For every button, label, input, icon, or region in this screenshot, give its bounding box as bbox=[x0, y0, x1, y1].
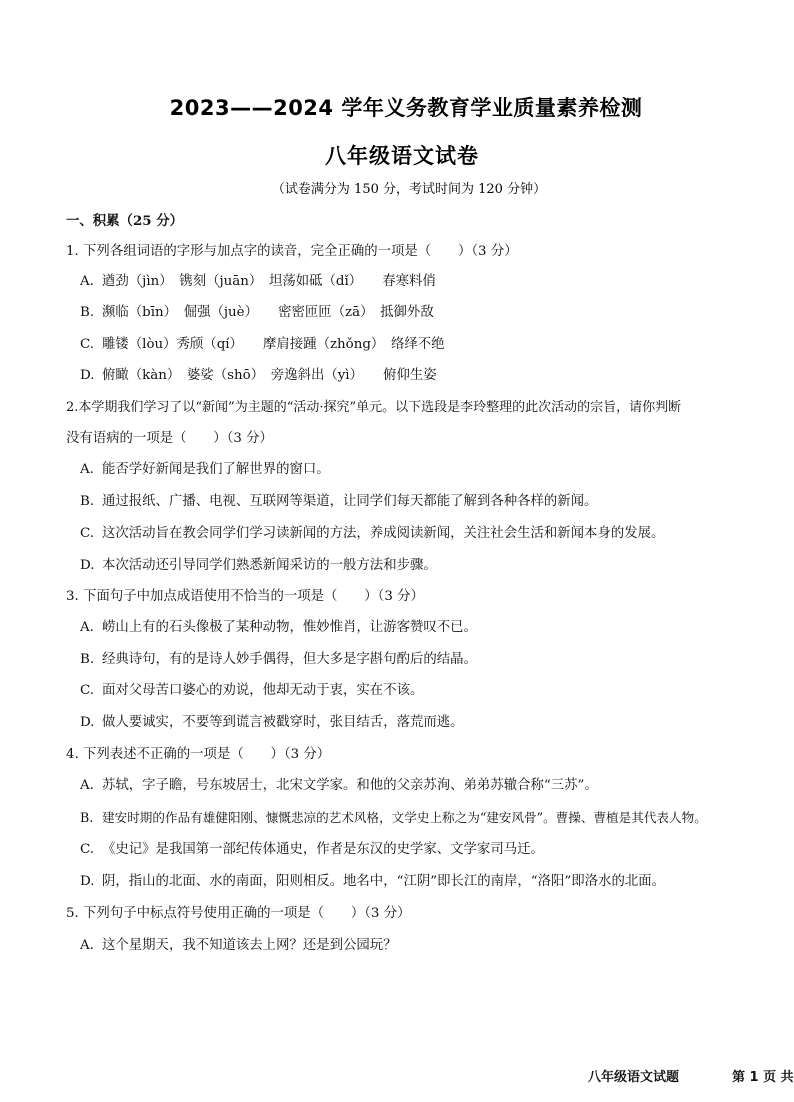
q2-option-b bbox=[80, 493, 597, 511]
q4-option-d bbox=[80, 873, 665, 891]
question-5-stem: 5. 下列句子中标点符号使用正确的一项是（ ）（3 分） bbox=[66, 906, 411, 921]
q1-option-b bbox=[80, 304, 434, 322]
q4-option-b bbox=[80, 809, 707, 827]
option-text: 这个星期天，我不知道该去上网？还是到公园玩？ bbox=[102, 938, 397, 953]
option-label: B. bbox=[80, 652, 95, 667]
option-label: A. bbox=[80, 620, 94, 635]
option-label: B. bbox=[80, 305, 95, 320]
option-text: 遒劲（jìn） 镌刻（juān） 坦荡如砥（dǐ） 春寒料俏 bbox=[102, 274, 436, 289]
q4-option-c bbox=[80, 841, 544, 859]
option-label: D. bbox=[80, 368, 95, 383]
option-text: 经典诗句，有的是诗人妙手偶得，但大多是字斟句酌后的结晶。 bbox=[102, 652, 477, 667]
question-3-stem: 3. 下面句子中加点成语使用不恰当的一项是（ ）（3 分） bbox=[66, 589, 424, 604]
exam-note: （试卷满分为 150 分，考试时间为 120 分钟） bbox=[271, 182, 547, 197]
option-text: 面对父母苦口婆心的劝说，他却无动于衷，实在不该。 bbox=[102, 683, 424, 698]
q2-option-a bbox=[80, 461, 330, 479]
q1-option-a bbox=[80, 273, 436, 291]
option-text: 本次活动还引导同学们熟悉新闻采访的一般方法和步骤。 bbox=[102, 558, 437, 573]
q3-option-d bbox=[80, 714, 464, 732]
footer-page-number: 第 1 页 共 bbox=[732, 1070, 794, 1085]
section-heading: 一、积累（25 分） bbox=[66, 213, 184, 229]
option-text: 阴，指山的北面、水的南面，阳则相反。地名中，“江阴”即长江的南岸，“洛阳”即洛水的北面。 bbox=[102, 874, 666, 889]
option-text: 通过报纸、广播、电视、互联网等渠道，让同学们每天都能了解到各种各样的新闻。 bbox=[102, 494, 598, 509]
option-text: 建安时期的作品有雄健阳刚、慷慨悲凉的艺术风格，文学史上称之为“建安风骨”。曹操、曹植是其代表人物。 bbox=[102, 810, 707, 825]
option-label: A. bbox=[80, 274, 94, 289]
q2-option-d bbox=[80, 557, 437, 575]
option-text: 雕镂（lòu）秀颀（qí） 摩肩接踵（zhǒng） 络绎不绝 bbox=[102, 337, 445, 352]
option-text: 俯瞰（kàn） 婆娑（shō） 旁逸斜出（yì） 俯仰生姿 bbox=[102, 368, 437, 383]
option-text: 崂山上有的石头像极了某种动物，惟妙惟肖，让游客赞叹不已。 bbox=[102, 620, 477, 635]
option-label: C. bbox=[80, 337, 95, 352]
exam-subtitle: 八年级语文试卷 bbox=[325, 144, 479, 168]
option-label: D. bbox=[80, 715, 95, 730]
option-label: B. bbox=[80, 810, 94, 825]
option-label: A. bbox=[80, 462, 94, 477]
question-1-stem: 1. 下列各组词语的字形与加点字的读音，完全正确的一项是（ ）（3 分） bbox=[66, 244, 518, 259]
question-4-stem: 4. 下列表述不正确的一项是（ ）（3 分） bbox=[66, 747, 331, 762]
option-text: 《史记》是我国第一部纪传体通史，作者是东汉的史学家、文学家司马迁。 bbox=[102, 842, 544, 857]
question-2-stem-cont: 没有语病的一项是（ ）（3 分） bbox=[66, 431, 273, 446]
option-text: 苏轼，字子瞻，号东坡居士，北宋文学家。和他的父亲苏洵、弟弟苏辙合称“三苏”。 bbox=[102, 778, 598, 793]
option-label: B. bbox=[80, 494, 95, 509]
exam-title: 2023——2024 学年义务教育学业质量素养检测 bbox=[169, 96, 643, 120]
q3-option-b bbox=[80, 651, 477, 669]
option-label: D. bbox=[80, 874, 95, 889]
option-label: C. bbox=[80, 526, 95, 541]
footer-subject: 八年级语文试题 bbox=[588, 1070, 680, 1085]
q1-option-d bbox=[80, 367, 437, 385]
q3-option-c bbox=[80, 682, 423, 700]
option-label: D. bbox=[80, 558, 95, 573]
q4-option-a bbox=[80, 777, 598, 795]
option-text: 能否学好新闻是我们了解世界的窗口。 bbox=[102, 462, 330, 477]
question-2-stem: 2.本学期我们学习了以“新闻”为主题的“活动·探究”单元。以下选段是李玲整理的此次活动的宗旨，请你判断 bbox=[66, 400, 682, 415]
option-text: 做人要诚实，不要等到谎言被戳穿时，张目结舌，落荒而逃。 bbox=[102, 715, 464, 730]
q1-option-c bbox=[80, 336, 445, 354]
option-text: 濒临（bīn） 倔强（juè） 密密匝匝（zā） 抵御外敌 bbox=[102, 305, 434, 320]
option-label: A. bbox=[80, 938, 94, 953]
option-label: C. bbox=[80, 842, 95, 857]
q2-option-c bbox=[80, 525, 664, 543]
option-label: C. bbox=[80, 683, 95, 698]
q3-option-a bbox=[80, 619, 477, 637]
q5-option-a bbox=[80, 937, 397, 955]
option-label: A. bbox=[80, 778, 94, 793]
option-text: 这次活动旨在教会同学们学习读新闻的方法，养成阅读新闻，关注社会生活和新闻本身的发展。 bbox=[102, 526, 665, 541]
